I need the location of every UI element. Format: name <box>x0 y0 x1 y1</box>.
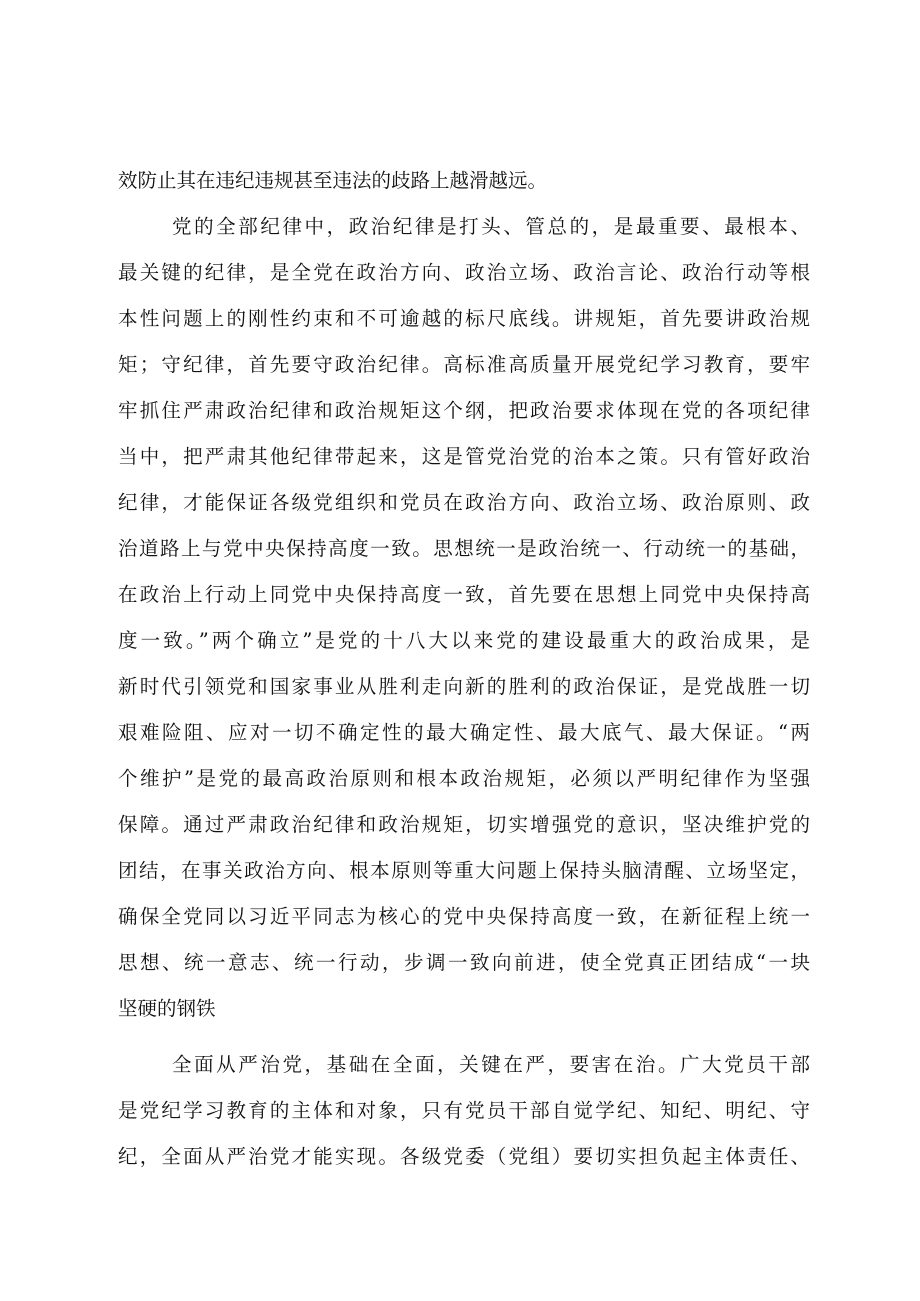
paragraph-line: 牢抓住严肃政治纪律和政治规矩这个纲，把政治要求体现在党的各项纪律 <box>118 399 810 422</box>
paragraph-line: 在政治上行动上同党中央保持高度一致，首先要在思想上同党中央保持高 <box>118 583 810 606</box>
paragraph-line: 新时代引领党和国家事业从胜利走向新的胜利的政治保证，是党战胜一切 <box>118 675 810 698</box>
paragraph-line: 坚硬的钢铁 <box>118 997 216 1020</box>
paragraph-line: 最关键的纪律，是全党在政治方向、政治立场、政治言论、政治行动等根 <box>118 261 810 284</box>
paragraph-line: 当中，把严肃其他纪律带起来，这是管党治党的治本之策。只有管好政治 <box>118 445 810 468</box>
paragraph-line: 度一致。”两个确立”是党的十八大以来党的建设最重大的政治成果，是 <box>118 629 810 652</box>
paragraph-line: 团结，在事关政治方向、根本原则等重大问题上保持头脑清醒、立场坚定， <box>118 859 810 882</box>
paragraph-line: 纪律，才能保证各级党组织和党员在政治方向、政治立场、政治原则、政 <box>118 491 810 514</box>
paragraph-line: 是党纪学习教育的主体和对象，只有党员干部自觉学纪、知纪、明纪、守 <box>118 1099 810 1122</box>
paragraph-line: 全面从严治党，基础在全面，关键在严，要害在治。广大党员干部 <box>172 1053 810 1076</box>
paragraph-line: 个维护”是党的最高政治原则和根本政治规矩，必须以严明纪律作为坚强 <box>118 767 810 790</box>
paragraph-line: 保障。通过严肃政治纪律和政治规矩，切实增强党的意识，坚决维护党的 <box>118 813 810 836</box>
paragraph-line: 效防止其在违纪违规甚至违法的歧路上越滑越远。 <box>118 169 548 192</box>
paragraph-line: 纪，全面从严治党才能实现。各级党委（党组）要切实担负起主体责任、 <box>118 1145 810 1168</box>
paragraph-line: 治道路上与党中央保持高度一致。思想统一是政治统一、行动统一的基础， <box>118 537 810 560</box>
paragraph-line: 本性问题上的刚性约束和不可逾越的标尺底线。讲规矩，首先要讲政治规 <box>118 307 810 330</box>
paragraph-line: 党的全部纪律中，政治纪律是打头、管总的，是最重要、最根本、 <box>172 215 810 238</box>
paragraph-line: 矩；守纪律，首先要守政治纪律。高标准高质量开展党纪学习教育，要牢 <box>118 353 810 376</box>
paragraph-line: 艰难险阻、应对一切不确定性的最大确定性、最大底气、最大保证。“两 <box>118 721 810 744</box>
paragraph-line: 确保全党同以习近平同志为核心的党中央保持高度一致，在新征程上统一 <box>118 905 810 928</box>
paragraph-line: 思想、统一意志、统一行动，步调一致向前进，使全党真正团结成“一块 <box>118 951 810 974</box>
